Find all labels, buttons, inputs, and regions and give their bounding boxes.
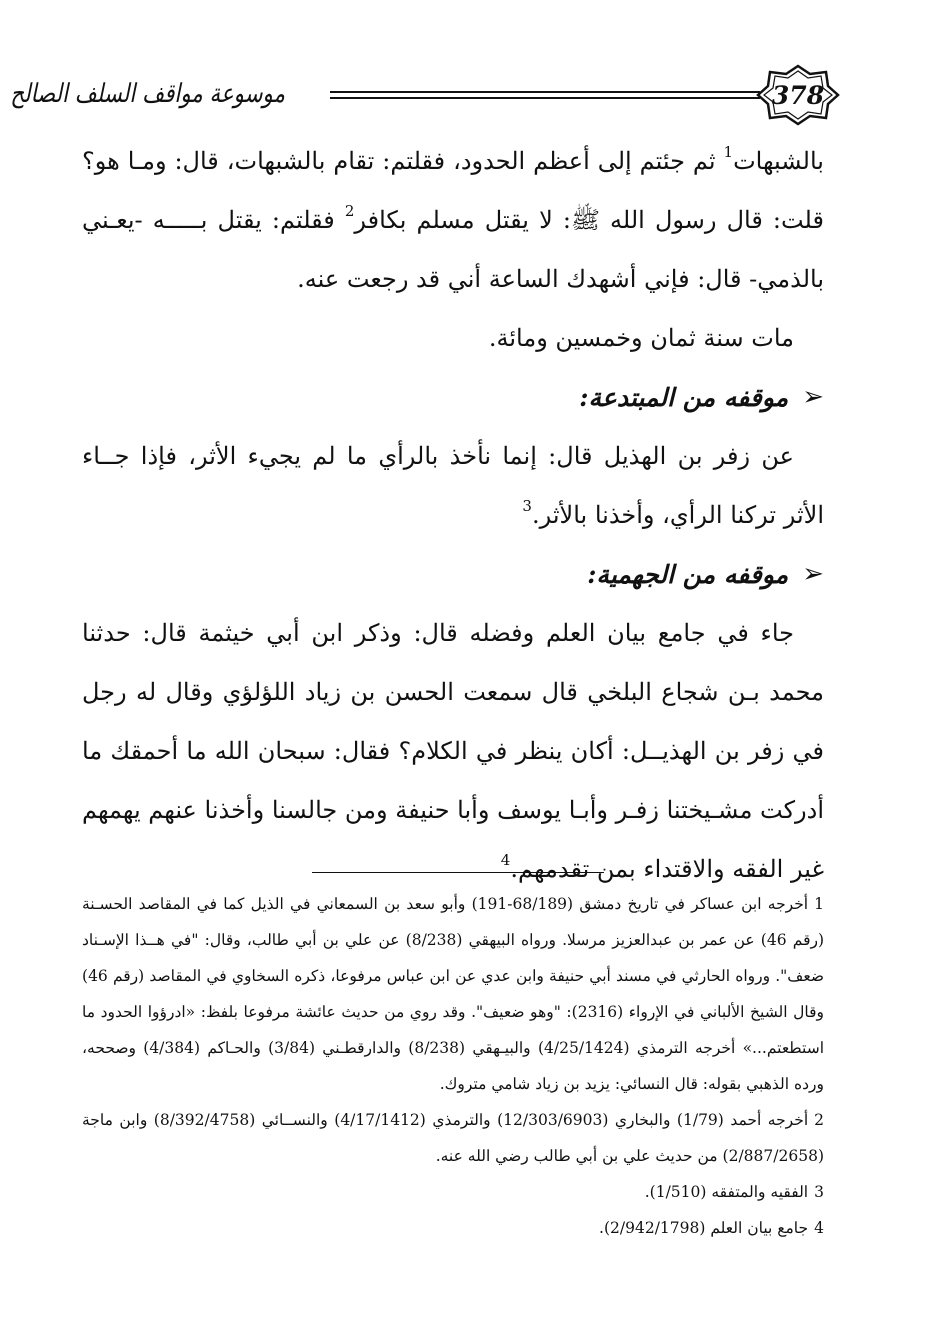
footnote-number: 4 (814, 1219, 824, 1237)
paragraph-text: جاء في جامع بيان العلم وفضله قال: وذكر ابن أبي خيثمة قال: حدثنا محمد بـن شجاع البلخي قال سمعت الحسن بن زياد اللؤلؤي وقال له رجل في زفر بن الهذيــل: أكان ينظر في الكلام؟ فقال: سبحان الله ما أحمقك ما أدركت مشـيختنا زفـر وأبـا يوسف وأبا حنيفة ومن جالسنا وأخذنا عنهم يهمهم غير الفقه والاقتداء بمن تقدمهم. (82, 619, 824, 883)
paragraph (82, 132, 824, 309)
page-number-badge (756, 64, 840, 126)
arrow-bullet-icon: ➢ (802, 559, 824, 589)
paragraph-text: عن زفر بن الهذيل قال: إنما نأخذ بالرأي ما لم يجيء الأثر، فإذا جــاء الأثر تركنا الرأي، وأخذنا بالأثر. (82, 442, 824, 529)
footnote (82, 1174, 824, 1210)
footnote-ref[interactable]: 4 (500, 851, 511, 869)
header-rule (330, 97, 760, 99)
footnote-text: الفقيه والمتفقه (1/510). (644, 1183, 809, 1201)
footnote (82, 1210, 824, 1246)
footnote-ref[interactable]: 3 (522, 497, 532, 515)
heading-text: موقفه من المبتدعة: (579, 383, 789, 412)
page-number: 378 (771, 80, 825, 110)
footnote-ref[interactable]: 2 (344, 202, 355, 220)
footnote-number: 1 (814, 895, 824, 913)
footnotes (82, 886, 824, 1246)
page-header (10, 64, 840, 126)
paragraph-text: بالشبهات (733, 147, 824, 175)
footnote (82, 886, 824, 1102)
paragraph-text: فقلتم: يقتل بـــــه -يعـني بالذمي- قال: فإني أشهدك الساعة أني قد رجعت عنه. (82, 206, 824, 293)
footnote-number: 3 (814, 1183, 824, 1201)
heading-text: موقفه من الجهمية: (587, 560, 789, 589)
paragraph-text: ثم جئتم إلى أعظم الحدود، فقلتم: تقام بالشبهات، قال: ومـا هو؟ قلت: قال رسول الله ﷺ: لا يقتل مسلم بكافر (82, 147, 824, 234)
paragraph: مات سنة ثمان وخمسين ومائة. (488, 324, 794, 352)
footnote (82, 1102, 824, 1174)
footnote-text: جامع بيان العلم (2/942/1798). (599, 1219, 809, 1237)
main-text (82, 132, 824, 899)
footnote-number: 2 (814, 1111, 824, 1129)
arrow-bullet-icon: ➢ (802, 382, 824, 412)
section-heading (82, 368, 824, 427)
footnote-text: أخرجه ابن عساكر في تاريخ دمشق (68/189-191) وأبو سعد بن السمعاني في الذيل كما في المقاصد الحسـنة (رقم 46) عن عمر بن عبدالعزيز مرسلا. ورواه البيهقي (8/238) عن علي بن أبي طالب، وقال: "في هــذا الإسـناد ضعف". ورواه الحارثي في مسند أبي حنيفة وابن عدي عن ابن عباس مرفوعا، ذكره السخاوي في المقاصد (رقم 46) وقال الشيخ الألباني في الإرواء (2316): "وهو ضعيف". وقد روي من حديث عائشة مرفوعا بلفظ: «ادرؤوا الحدود ما استطعتم...» أخرجه الترمذي (4/25/1424) والبيـهقي (8/238) والدارقطـني (3/84) والحـاكم (4/384) وصححه، ورده الذهبي بقوله: قال النسائي: يزيد بن زياد شامي متروك. (82, 895, 825, 1093)
footnote-ref[interactable]: 1 (723, 143, 734, 161)
paragraph (82, 604, 824, 899)
footnote-separator (312, 872, 604, 873)
section-heading (82, 545, 824, 604)
paragraph (82, 427, 824, 545)
series-title: موسوعة مواقف السلف الصالح (10, 79, 285, 109)
footnote-text: أخرجه أحمد (1/79) والبخاري (12/303/6903) والترمذي (4/17/1412) والنســائي (8/392/4758) وابن ماجة (2/887/2658) من حديث علي بن أبي طالب رضي الله عنه. (82, 1111, 824, 1165)
header-rule (330, 91, 760, 93)
